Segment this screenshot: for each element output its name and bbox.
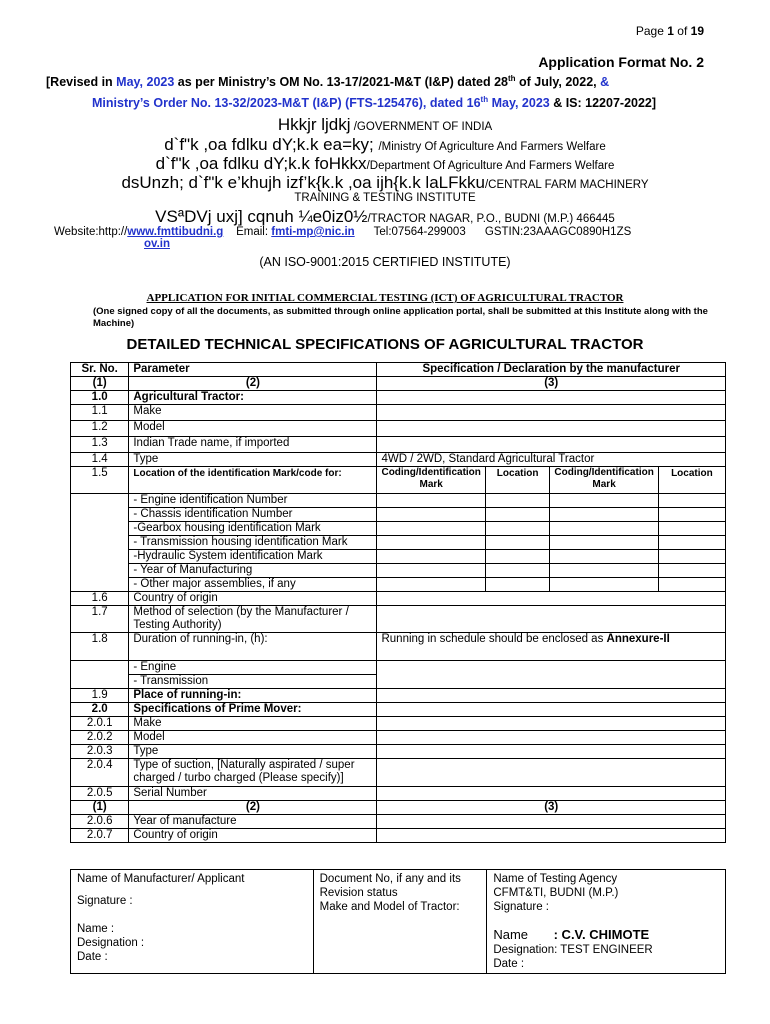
header-line-2: d`f"k ,oa fdlku dY;k.k ea=ky; /Ministry Of Agriculture And Farmers Welfare	[164, 135, 606, 154]
table-row: 2.0.3 Type	[71, 745, 726, 759]
table-row: 2.0 Specifications of Prime Mover:	[71, 703, 726, 717]
specification-table	[70, 362, 726, 843]
testing-agency-cell: Name of Testing Agency CFMT&TI, BUDNI (M.P.) Signature : Name : C.V. CHIMOTE Designation: TEST ENGINEER Date :	[487, 870, 726, 974]
header-line-6: VSªDVj uxj] cqnuh ¼e0iz0½/TRACTOR NAGAR, P.O., BUDNI (M.P.) 466445	[155, 207, 615, 226]
iso-certification: (AN ISO-9001:2015 CERTIFIED INSTITUTE)	[259, 255, 511, 269]
table-row: -Hydraulic System identification Mark	[71, 550, 726, 564]
table-row: 1.0 Agricultural Tractor:	[71, 391, 726, 405]
header-line-5: TRAINING & TESTING INSTITUTE	[294, 192, 476, 204]
table-row: - Transmission housing identification Mark	[71, 536, 726, 550]
table-row: - Chassis identification Number	[71, 508, 726, 522]
table-row: 1.8 Duration of running-in, (h): Running in schedule should be enclosed as Annexure-II	[71, 633, 726, 661]
contact-line: Website:http://www.fmttibudni.g Email: fmti-mp@nic.in Tel:07564-299003 GSTIN:23AAAGC0890H1ZS ov.in	[54, 226, 632, 250]
table-row: - Engine	[71, 661, 726, 675]
table-row: 2.0.6 Year of manufacture	[71, 815, 726, 829]
email-link[interactable]: fmti-mp@nic.in	[271, 226, 355, 238]
table-row: 1.2 Model	[71, 421, 726, 437]
table-row: 2.0.1 Make	[71, 717, 726, 731]
table-header-row: Sr. No. Parameter Specification / Declaration by the manufacturer	[71, 363, 726, 377]
applicant-cell[interactable]: Name of Manufacturer/ Applicant Signature : Name : Designation : Date :	[71, 870, 314, 974]
revision-note: [Revised in May, 2023 as per Ministry’s OM No. 13-17/2021-M&T (I&P) dated 28th of July, 2022, & Ministry’s Order No. 13-32/2023-M&T (I&P) (FTS-125476), dated 16th May, 2023 & IS: 12207-2022]	[46, 74, 657, 111]
header-line-4: dsUnzh; d`f"k e’khujh izf’k{k.k ,oa ijh{k.k laLFkku/CENTRAL FARM MACHINERY	[121, 173, 649, 192]
table-row: 1.4 Type 4WD / 2WD, Standard Agricultural Tractor	[71, 453, 726, 467]
table-row: 1.7 Method of selection (by the Manufacturer / Testing Authority)	[71, 606, 726, 633]
table-row: 2.0.4 Type of suction, [Naturally aspirated / super charged / turbo charged (Please specify)]	[71, 759, 726, 787]
page-number: Page 1 of 19	[635, 24, 704, 38]
signature-table	[70, 869, 726, 974]
application-heading: APPLICATION FOR INITIAL COMMERCIAL TESTING (ICT) OF AGRICULTURAL TRACTOR	[146, 292, 624, 304]
table-row: 1.5 Location of the identification Mark/code for: Coding/Identification Mark Location Coding/Identification Mark Location	[71, 467, 726, 494]
table-row: - Other major assemblies, if any	[71, 578, 726, 592]
table-row: 1.9 Place of running-in:	[71, 689, 726, 703]
table-row: 2.0.2 Model	[71, 731, 726, 745]
header-line-3: d`f"k ,oa fdlku dY;k.k foHkkx/Department Of Agriculture And Farmers Welfare	[155, 154, 615, 173]
document-cell[interactable]: Document No, if any and its Revision status Make and Model of Tractor:	[313, 870, 487, 974]
table-title: DETAILED TECHNICAL SPECIFICATIONS OF AGRICULTURAL TRACTOR	[126, 336, 644, 353]
format-title: Application Format No. 2	[538, 54, 704, 70]
column-number-row: (1) (2) (3)	[71, 377, 726, 391]
website-link[interactable]: www.fmttibudni.g	[127, 226, 224, 238]
table-row: - Year of Manufacturing	[71, 564, 726, 578]
table-row: - Transmission	[71, 675, 726, 689]
header-line-1: Hkkjr ljdkj /GOVERNMENT OF INDIA	[277, 115, 493, 134]
submission-note: (One signed copy of all the documents, as submitted through online application portal, shall be submitted at this Institute along with the Machine)	[93, 306, 708, 329]
table-row: 1.3 Indian Trade name, if imported	[71, 437, 726, 453]
table-row: - Engine identification Number	[71, 494, 726, 508]
column-number-row: (1) (2) (3)	[71, 801, 726, 815]
table-row: -Gearbox housing identification Mark	[71, 522, 726, 536]
table-row: 1.6 Country of origin	[71, 592, 726, 606]
table-row: 2.0.5 Serial Number	[71, 787, 726, 801]
table-row: 2.0.7 Country of origin	[71, 829, 726, 843]
table-row: 1.1 Make	[71, 405, 726, 421]
website-link-continued[interactable]: ov.in	[144, 238, 170, 250]
